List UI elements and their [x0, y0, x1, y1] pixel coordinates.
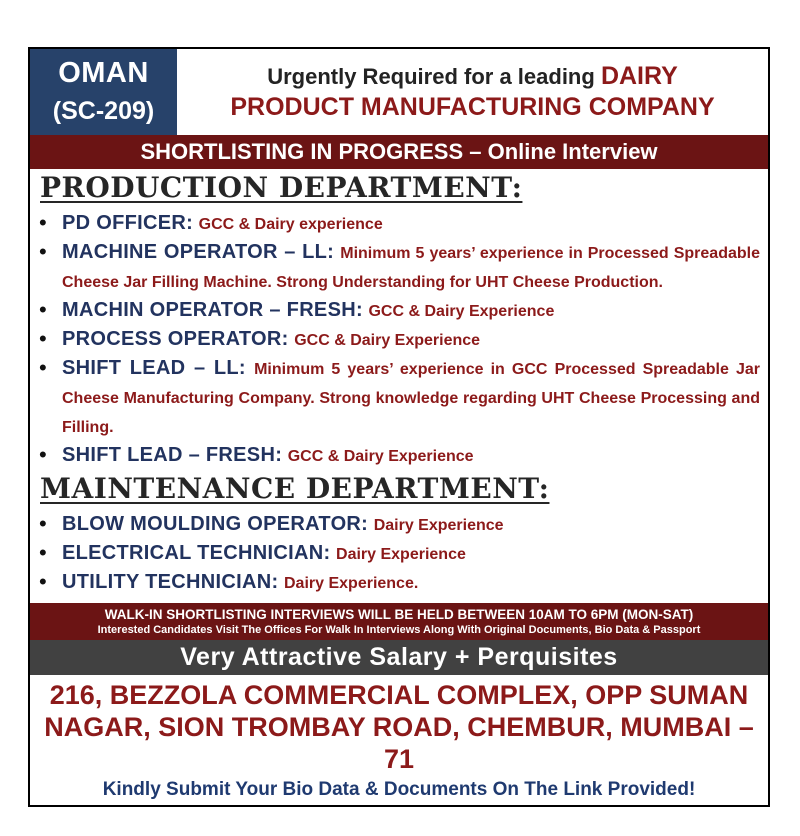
job-item	[30, 325, 760, 354]
headline-line-2: PRODUCT MANUFACTURING COMPANY	[230, 93, 715, 121]
headline-line-1	[267, 62, 678, 91]
submit-instruction: Kindly Submit Your Bio Data & Documents On The Link Provided!	[102, 779, 696, 800]
job-title: SHIFT LEAD – LL:	[62, 357, 246, 379]
salary-banner: Very Attractive Salary + Perquisites	[30, 640, 768, 675]
headline-highlight: DAIRY	[600, 62, 678, 90]
walk-in-banner	[30, 603, 768, 640]
job-detail: Dairy Experience	[373, 517, 504, 534]
country-label: OMAN	[58, 57, 149, 89]
job-title: UTILITY TECHNICIAN:	[62, 571, 279, 593]
header	[30, 49, 768, 135]
walk-in-line-1: WALK-IN SHORTLISTING INTERVIEWS WILL BE HELD BETWEEN 10AM TO 6PM (MON-SAT)	[104, 607, 694, 622]
job-detail: GCC & Dairy Experience	[294, 332, 481, 349]
job-title: ELECTRICAL TECHNICIAN:	[62, 542, 331, 564]
job-title: PROCESS OPERATOR:	[62, 328, 289, 350]
job-item	[30, 539, 760, 568]
job-item	[30, 568, 760, 597]
job-title: SHIFT LEAD – FRESH:	[62, 444, 283, 466]
headline-prefix: Urgently Required for a leading	[267, 64, 595, 89]
job-title: PD OFFICER:	[62, 212, 194, 234]
production-job-list	[30, 209, 768, 470]
country-box	[30, 49, 177, 135]
job-detail: Minimum 5 years’ experience in GCC Processed Spreadable Jar Cheese Manufacturing Company. Strong knowledge regarding UHT Cheese Processing and Filling.	[62, 361, 760, 436]
address-line-1: 216, BEZZOLA COMMERCIAL COMPLEX, OPP SUMAN	[49, 680, 749, 710]
job-title: BLOW MOULDING OPERATOR:	[62, 513, 369, 535]
job-item	[30, 209, 760, 238]
maintenance-heading: MAINTENANCE DEPARTMENT:	[40, 472, 550, 505]
job-detail: GCC & Dairy experience	[198, 216, 383, 233]
job-detail: Dairy Experience	[336, 546, 466, 563]
job-item	[30, 441, 760, 470]
job-title: MACHIN OPERATOR – FRESH:	[62, 299, 363, 321]
job-detail: Dairy Experience.	[284, 575, 419, 592]
job-detail: GCC & Dairy Experience	[287, 448, 474, 465]
reference-code: (SC-209)	[52, 97, 155, 125]
shortlisting-banner: SHORTLISTING IN PROGRESS – Online Interview	[30, 135, 768, 169]
job-advertisement	[28, 47, 770, 807]
production-heading: PRODUCTION DEPARTMENT:	[40, 171, 523, 204]
job-item	[30, 510, 760, 539]
job-item	[30, 296, 760, 325]
office-address	[30, 675, 768, 775]
walk-in-line-2: Interested Candidates Visit The Offices For Walk In Interviews Along With Original Documents, Bio Data & Passport	[97, 624, 701, 636]
job-item	[30, 238, 760, 296]
job-detail: Minimum 5 years’ experience in Processed Spreadable Cheese Jar Filling Machine. Strong Understanding for UHT Cheese Production.	[62, 245, 760, 291]
address-line-2: NAGAR, SION TROMBAY ROAD, CHEMBUR, MUMBAI – 71	[44, 712, 754, 774]
job-item	[30, 354, 760, 441]
headline	[177, 49, 768, 135]
job-detail: GCC & Dairy Experience	[368, 303, 555, 320]
job-title: MACHINE OPERATOR – LL:	[62, 241, 335, 263]
maintenance-job-list	[30, 510, 768, 597]
